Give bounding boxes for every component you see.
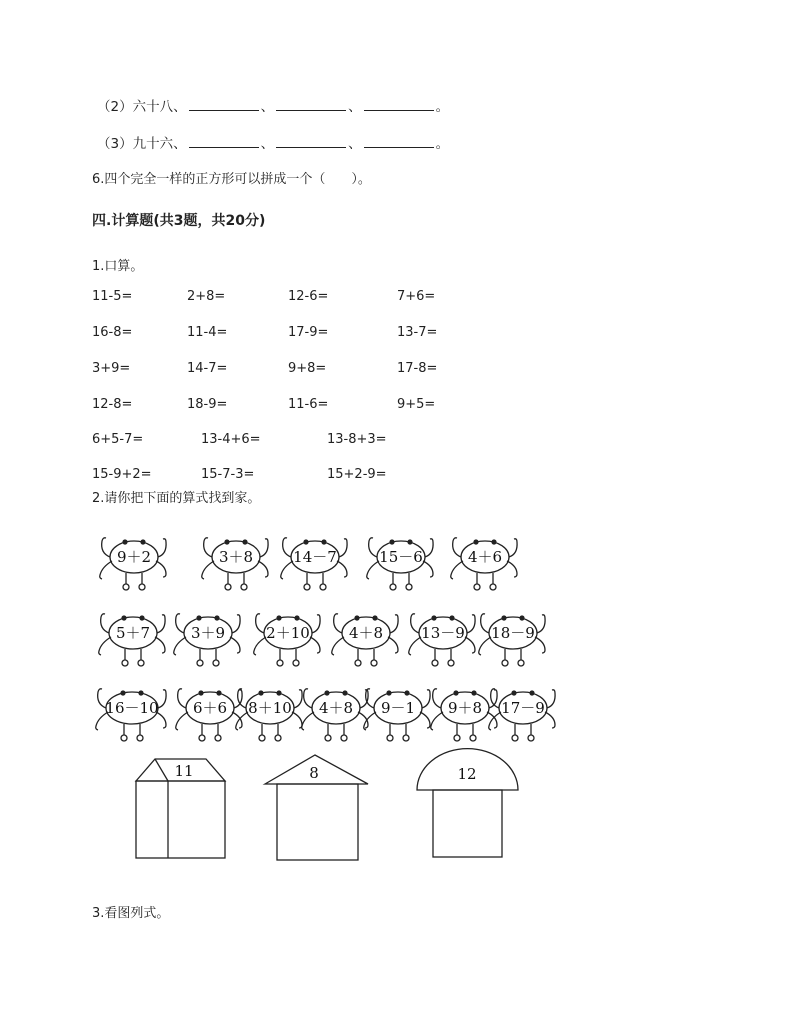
bug-arm bbox=[294, 690, 302, 708]
bug-arm bbox=[431, 712, 443, 730]
bug-antenna bbox=[404, 690, 409, 695]
bug-arm bbox=[304, 689, 312, 708]
calc-expression: 12-6= bbox=[288, 289, 329, 304]
bug-arm bbox=[360, 690, 368, 708]
calc-expression: 2+8= bbox=[187, 289, 226, 304]
sentence-end: 。 bbox=[435, 99, 450, 115]
house-body bbox=[433, 790, 502, 857]
calc-expression: 13-4+6= bbox=[201, 432, 261, 447]
bug-arm bbox=[158, 690, 166, 708]
bug-antenna bbox=[120, 690, 125, 695]
bug-arm bbox=[332, 637, 344, 655]
bug-arm bbox=[535, 637, 545, 653]
bug-arm bbox=[425, 539, 433, 557]
calc-expression: 3+9= bbox=[92, 361, 131, 376]
bug-foot bbox=[470, 735, 476, 741]
bug-arm bbox=[433, 689, 441, 708]
bug-foot bbox=[528, 735, 534, 741]
bug-expression: 4＋8 bbox=[348, 624, 384, 642]
bug-arm bbox=[366, 689, 374, 708]
bug-foot bbox=[213, 660, 219, 666]
calc-expression: 16-8= bbox=[92, 325, 133, 340]
q2-title: 2.请你把下面的算式找到家。 bbox=[92, 491, 261, 506]
calc-expression: 14-7= bbox=[187, 361, 228, 376]
calc-expression: 15-9+2= bbox=[92, 467, 152, 482]
bug-antenna bbox=[224, 539, 229, 544]
bug-antenna bbox=[342, 690, 347, 695]
bug-antenna bbox=[303, 539, 308, 544]
calc-expression: 11-6= bbox=[288, 397, 329, 412]
bug-foot bbox=[199, 735, 205, 741]
house-number: 12 bbox=[457, 765, 477, 783]
house-number: 8 bbox=[309, 764, 319, 782]
bug-expression: 9＋8 bbox=[447, 699, 483, 717]
house-line bbox=[155, 759, 168, 781]
bug-arm bbox=[479, 637, 491, 655]
bug-foot bbox=[448, 660, 454, 666]
bug-expression: 2＋10 bbox=[266, 624, 310, 642]
bug-antenna bbox=[431, 615, 436, 620]
bug-foot bbox=[390, 584, 396, 590]
bug-arm bbox=[157, 615, 165, 633]
bug-foot bbox=[325, 735, 331, 741]
bug-arm bbox=[422, 690, 430, 708]
bug-expression: 17－9 bbox=[501, 699, 545, 717]
bug-foot bbox=[474, 584, 480, 590]
bug-antenna bbox=[140, 539, 145, 544]
bug-arm bbox=[102, 538, 110, 557]
bug-arm bbox=[283, 538, 291, 557]
bug-arm bbox=[339, 539, 347, 557]
bug-antenna bbox=[198, 690, 203, 695]
bug-antenna bbox=[386, 690, 391, 695]
bug-antenna bbox=[501, 615, 506, 620]
bug-arm bbox=[156, 561, 166, 577]
bug-foot bbox=[502, 660, 508, 666]
bug-arm bbox=[390, 615, 398, 633]
bug-arm bbox=[491, 689, 499, 708]
bug-antenna bbox=[276, 615, 281, 620]
bug-arm bbox=[467, 615, 475, 633]
bug-foot bbox=[518, 660, 524, 666]
bug-foot bbox=[139, 584, 145, 590]
bug-antenna bbox=[276, 690, 281, 695]
bug-foot bbox=[403, 735, 409, 741]
bug-foot bbox=[454, 735, 460, 741]
sequence-prefix: （2）六十八、 bbox=[97, 99, 187, 115]
house-body bbox=[136, 781, 225, 858]
bug-antenna bbox=[216, 690, 221, 695]
bug-foot bbox=[138, 660, 144, 666]
calc-expression: 9+8= bbox=[288, 361, 327, 376]
bug-antenna bbox=[138, 690, 143, 695]
bug-foot bbox=[341, 735, 347, 741]
calc-expression: 11-5= bbox=[92, 289, 133, 304]
question-6: 6.四个完全一样的正方形可以拼成一个（ ）。 bbox=[92, 172, 371, 187]
bug-arm bbox=[174, 637, 186, 655]
bug-foot bbox=[304, 584, 310, 590]
separator: 、 bbox=[260, 136, 275, 152]
bug-foot bbox=[432, 660, 438, 666]
bug-arm bbox=[258, 561, 268, 577]
bug-expression: 4＋8 bbox=[318, 699, 354, 717]
bug-arm bbox=[176, 614, 184, 633]
bug-foot bbox=[215, 735, 221, 741]
bug-expression: 3＋8 bbox=[218, 548, 254, 566]
bug-arm bbox=[409, 637, 421, 655]
bug-arm bbox=[489, 690, 497, 708]
bug-foot bbox=[123, 584, 129, 590]
bug-expression: 9＋2 bbox=[116, 548, 152, 566]
bug-foot bbox=[197, 660, 203, 666]
bug-antenna bbox=[294, 615, 299, 620]
separator: 、 bbox=[348, 99, 362, 115]
bug-arm bbox=[367, 561, 379, 579]
bug-antenna bbox=[471, 690, 476, 695]
house-body bbox=[277, 784, 358, 860]
bug-antenna bbox=[258, 690, 263, 695]
sentence-end: 。 bbox=[435, 136, 450, 152]
bug-antenna bbox=[407, 539, 412, 544]
calc-expression: 17-8= bbox=[397, 361, 438, 376]
bug-arm bbox=[507, 561, 517, 577]
bug-foot bbox=[293, 660, 299, 666]
bug-foot bbox=[225, 584, 231, 590]
bug-arm bbox=[178, 689, 186, 708]
bug-arm bbox=[453, 538, 461, 557]
bug-arm bbox=[155, 637, 165, 653]
bug-arm bbox=[232, 712, 242, 728]
calc-expression: 13-8+3= bbox=[327, 432, 387, 447]
bug-antenna bbox=[529, 690, 534, 695]
calc-expression: 11-4= bbox=[187, 325, 228, 340]
bug-arm bbox=[411, 614, 419, 633]
bug-arm bbox=[481, 614, 489, 633]
bug-expression: 15－6 bbox=[379, 548, 423, 566]
bug-arm bbox=[451, 561, 463, 579]
bug-antenna bbox=[453, 690, 458, 695]
bug-expression: 8＋10 bbox=[248, 699, 292, 717]
bug-antenna bbox=[372, 615, 377, 620]
bug-arm bbox=[465, 637, 475, 653]
bug-arm bbox=[99, 637, 111, 655]
bug-arm bbox=[100, 561, 112, 579]
bug-expression: 13－9 bbox=[421, 624, 465, 642]
bug-arm bbox=[388, 637, 398, 653]
calc-expression: 15+2-9= bbox=[327, 467, 387, 482]
bug-arm bbox=[202, 561, 214, 579]
bug-arm bbox=[337, 561, 347, 577]
bug-arm bbox=[281, 561, 293, 579]
bug-antenna bbox=[511, 690, 516, 695]
bug-antenna bbox=[321, 539, 326, 544]
bug-arm bbox=[334, 614, 342, 633]
bug-arm bbox=[312, 615, 320, 633]
bug-antenna bbox=[354, 615, 359, 620]
calc-expression: 12-8= bbox=[92, 397, 133, 412]
bug-arm bbox=[310, 637, 320, 653]
bug-foot bbox=[137, 735, 143, 741]
bug-antenna bbox=[389, 539, 394, 544]
separator: 、 bbox=[348, 136, 362, 152]
bug-foot bbox=[121, 735, 127, 741]
bug-foot bbox=[259, 735, 265, 741]
q3-title: 3.看图列式。 bbox=[92, 906, 170, 921]
bug-antenna bbox=[242, 539, 247, 544]
bug-antenna bbox=[324, 690, 329, 695]
bug-foot bbox=[512, 735, 518, 741]
bug-arm bbox=[545, 712, 555, 728]
bug-foot bbox=[406, 584, 412, 590]
bug-antenna bbox=[214, 615, 219, 620]
bug-antenna bbox=[122, 539, 127, 544]
bug-arm bbox=[423, 561, 433, 577]
bug-antenna bbox=[473, 539, 478, 544]
bug-arm bbox=[256, 614, 264, 633]
bug-arm bbox=[232, 615, 240, 633]
bug-foot bbox=[241, 584, 247, 590]
calc-expression: 6+5-7= bbox=[92, 432, 144, 447]
bug-antenna bbox=[196, 615, 201, 620]
bug-foot bbox=[275, 735, 281, 741]
bug-foot bbox=[371, 660, 377, 666]
bug-antenna bbox=[121, 615, 126, 620]
bug-foot bbox=[277, 660, 283, 666]
bug-arm bbox=[230, 637, 240, 653]
bug-arm bbox=[369, 538, 377, 557]
bug-expression: 3＋9 bbox=[190, 624, 226, 642]
bug-arm bbox=[204, 538, 212, 557]
bug-arm bbox=[176, 712, 188, 730]
q1-title: 1.口算。 bbox=[92, 259, 144, 274]
bug-arm bbox=[101, 614, 109, 633]
bug-arm bbox=[302, 712, 314, 730]
section-heading: 四.计算题(共3题，共20分) bbox=[92, 213, 266, 229]
bug-expression: 4＋6 bbox=[467, 548, 503, 566]
calc-expression: 18-9= bbox=[187, 397, 228, 412]
bug-arm bbox=[537, 615, 545, 633]
calc-expression: 15-7-3= bbox=[201, 467, 255, 482]
bug-arm bbox=[509, 539, 517, 557]
bug-arm bbox=[260, 539, 268, 557]
bug-expression: 18－9 bbox=[491, 624, 535, 642]
house-number: 11 bbox=[174, 762, 194, 780]
bug-antenna bbox=[449, 615, 454, 620]
bug-arm bbox=[547, 690, 555, 708]
calc-expression: 7+6= bbox=[397, 289, 436, 304]
bug-expression: 9－1 bbox=[380, 699, 416, 717]
bug-antenna bbox=[491, 539, 496, 544]
bug-antenna bbox=[519, 615, 524, 620]
bug-foot bbox=[387, 735, 393, 741]
bug-antenna bbox=[139, 615, 144, 620]
bug-expression: 16－10 bbox=[105, 699, 159, 717]
separator: 、 bbox=[260, 99, 275, 115]
bug-foot bbox=[490, 584, 496, 590]
bug-foot bbox=[122, 660, 128, 666]
bug-arm bbox=[292, 712, 302, 728]
bug-foot bbox=[355, 660, 361, 666]
bug-expression: 14－7 bbox=[293, 548, 337, 566]
bug-expression: 6＋6 bbox=[192, 699, 228, 717]
bug-foot bbox=[320, 584, 326, 590]
sequence-prefix: （3）九十六、 bbox=[97, 136, 187, 152]
calc-expression: 17-9= bbox=[288, 325, 329, 340]
bug-arm bbox=[158, 539, 166, 557]
bug-expression: 5＋7 bbox=[115, 624, 151, 642]
calc-expression: 9+5= bbox=[397, 397, 436, 412]
bug-arm bbox=[254, 637, 266, 655]
calc-expression: 13-7= bbox=[397, 325, 438, 340]
bug-arm bbox=[364, 712, 376, 730]
bug-arm bbox=[420, 712, 430, 728]
